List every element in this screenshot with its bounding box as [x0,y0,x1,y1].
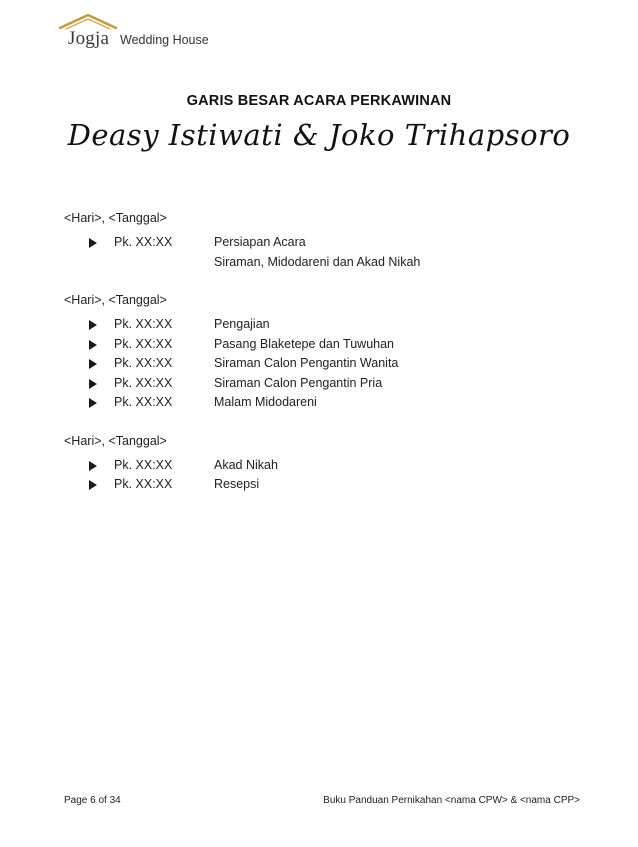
item-activity: Pasang Blaketepe dan Tuwuhan [214,336,394,351]
arrow-bullet-icon [89,480,97,490]
arrow-bullet-icon [89,461,97,471]
item-time: Pk. XX:XX [114,356,173,370]
page-number: Page 6 of 34 [64,795,121,806]
list-item [64,374,584,394]
item-time: Pk. XX:XX [114,457,173,472]
list-item [64,393,584,413]
list-item [64,315,584,335]
arrow-bullet-icon [89,238,97,248]
arrow-bullet-icon [89,379,97,389]
item-time: Pk. XX:XX [114,317,173,331]
item-activity-detail: Siraman, Midodareni dan Akad Nikah [214,254,421,269]
arrow-bullet-icon [89,359,97,369]
logo-brand: Jogja [68,28,110,49]
item-activity: Resepsi [214,477,260,491]
item-activity: Persiapan Acara [214,235,306,249]
list-item [64,456,584,476]
document-title: GARIS BESAR ACARA PERKAWINAN [186,93,452,109]
logo-name: Wedding House [120,33,209,47]
couple-names: Deasy Istiwati & Joko Trihapsoro [67,118,571,152]
item-activity: Siraman Calon Pengantin Pria [214,375,383,390]
day-label: <Hari>, <Tanggal> [64,293,167,307]
item-activity: Akad Nikah [214,457,278,472]
day-label: <Hari>, <Tanggal> [64,211,167,225]
day-label: <Hari>, <Tanggal> [64,433,167,448]
item-time: Pk. XX:XX [114,336,173,351]
item-list [64,233,584,272]
item-activity: Siraman Calon Pengantin Wanita [214,356,399,370]
item-time: Pk. XX:XX [114,477,173,491]
arrow-bullet-icon [89,320,97,330]
item-activity: Malam Midodareni [214,395,317,409]
arrow-bullet-icon [89,340,97,350]
logo [58,12,228,52]
item-list [64,315,584,413]
list-item [64,335,584,355]
list-item [64,233,584,272]
item-time: Pk. XX:XX [114,235,173,249]
arrow-bullet-icon [89,398,97,408]
item-time: Pk. XX:XX [114,395,173,409]
list-item [64,475,584,495]
item-list [64,456,584,495]
footer-book-title: Buku Panduan Pernikahan <nama CPW> & <nama CPP> [323,795,580,806]
schedule [64,209,584,514]
item-time: Pk. XX:XX [114,375,173,390]
item-activity: Pengajian [214,317,270,331]
list-item [64,354,584,374]
